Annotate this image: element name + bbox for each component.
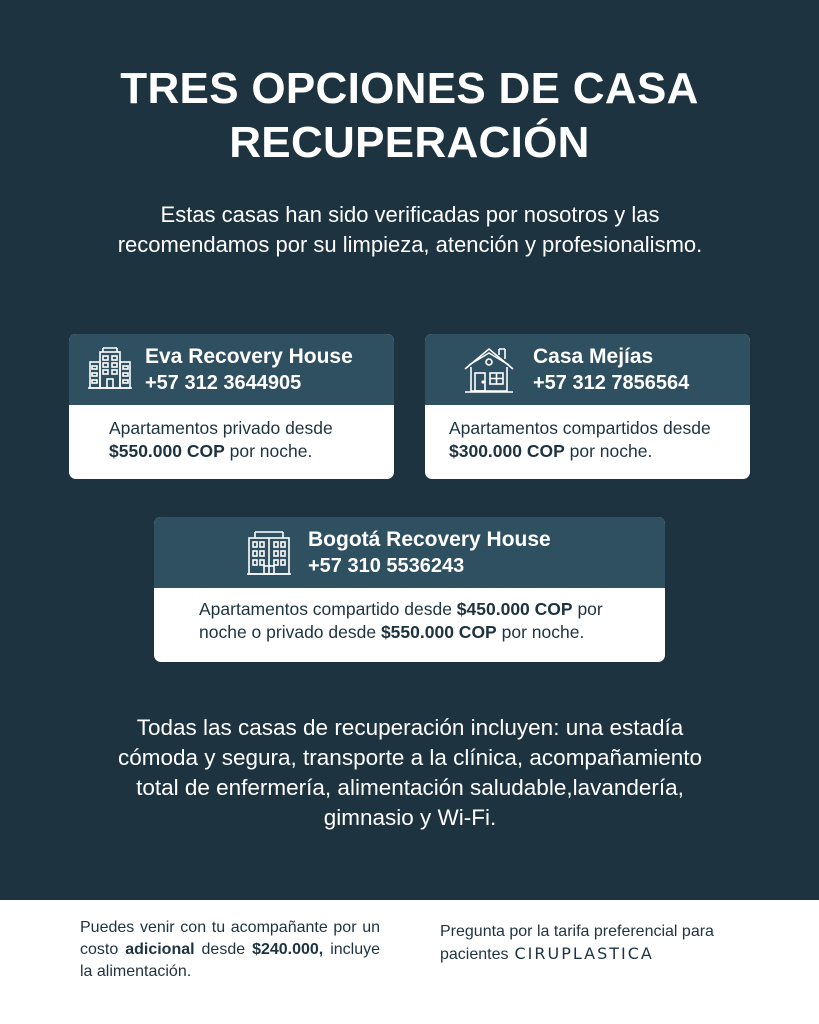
title-line-2: RECUPERACIÓN [229, 118, 590, 167]
desc-text: por noche o privado desde [199, 599, 603, 642]
desc-text: por noche. [569, 441, 653, 461]
price: $550.000 COP [380, 622, 497, 642]
companion-bold: adicional [125, 941, 195, 958]
desc-text: por noche. [501, 622, 585, 642]
house-phone[interactable]: +57 310 5536243 [308, 554, 465, 577]
house-name: Bogotá Recovery House [308, 527, 551, 551]
companion-text: Puedes venir con tu acompañante por un costo [80, 919, 380, 958]
house-card-header [69, 334, 394, 405]
house-icon [461, 345, 517, 395]
companion-note [80, 917, 380, 983]
desc-text: por noche. [229, 441, 313, 461]
house-phone[interactable]: +57 312 3644905 [145, 371, 302, 394]
includes-text: Todas las casas de recuperación incluyen: una estadía cómoda y segura, transporte a la clínica, acompañamiento total de enfermería, alimentación saludable,lavandería, gimnasio y Wi-Fi. [117, 715, 703, 830]
intro-text: Estas casas han sido verificadas por nosotros y las recomendamos por su limpieza, atención y profesionalismo. [117, 202, 703, 257]
price: $550.000 COP [109, 441, 225, 461]
office-building-icon [244, 528, 294, 578]
companion-price: $240.000, [252, 941, 324, 958]
apartment-building-icon [85, 346, 135, 394]
desc-text: Apartamentos privado desde [109, 418, 333, 438]
house-card-casa-mejias [425, 334, 750, 479]
desc-text: Apartamentos compartidos desde [449, 418, 711, 438]
house-name: Eva Recovery House [145, 344, 353, 368]
title-line-1: TRES OPCIONES DE CASA [120, 64, 699, 113]
price: $300.000 COP [449, 441, 565, 461]
house-card-header [154, 517, 665, 588]
house-description [154, 588, 665, 644]
house-phone[interactable]: +57 312 7856564 [533, 371, 690, 394]
companion-text: desde [201, 941, 246, 958]
desc-text: Apartamentos compartido desde [199, 599, 452, 619]
brand-logo: CIRUPLASTICA [514, 944, 654, 963]
preferential-rate-note [440, 921, 740, 966]
price: $450.000 COP [456, 599, 573, 619]
preferential-text: Pregunta por la tarifa preferencial para pacientes [440, 923, 714, 963]
house-name: Casa Mejías [533, 344, 654, 368]
page-title [0, 62, 819, 170]
house-card-eva [69, 334, 394, 479]
companion-text: incluye la alimentación. [80, 941, 381, 980]
house-description [69, 405, 394, 463]
house-card-bogota [154, 517, 665, 662]
house-card-header [425, 334, 750, 405]
house-description [425, 405, 750, 463]
